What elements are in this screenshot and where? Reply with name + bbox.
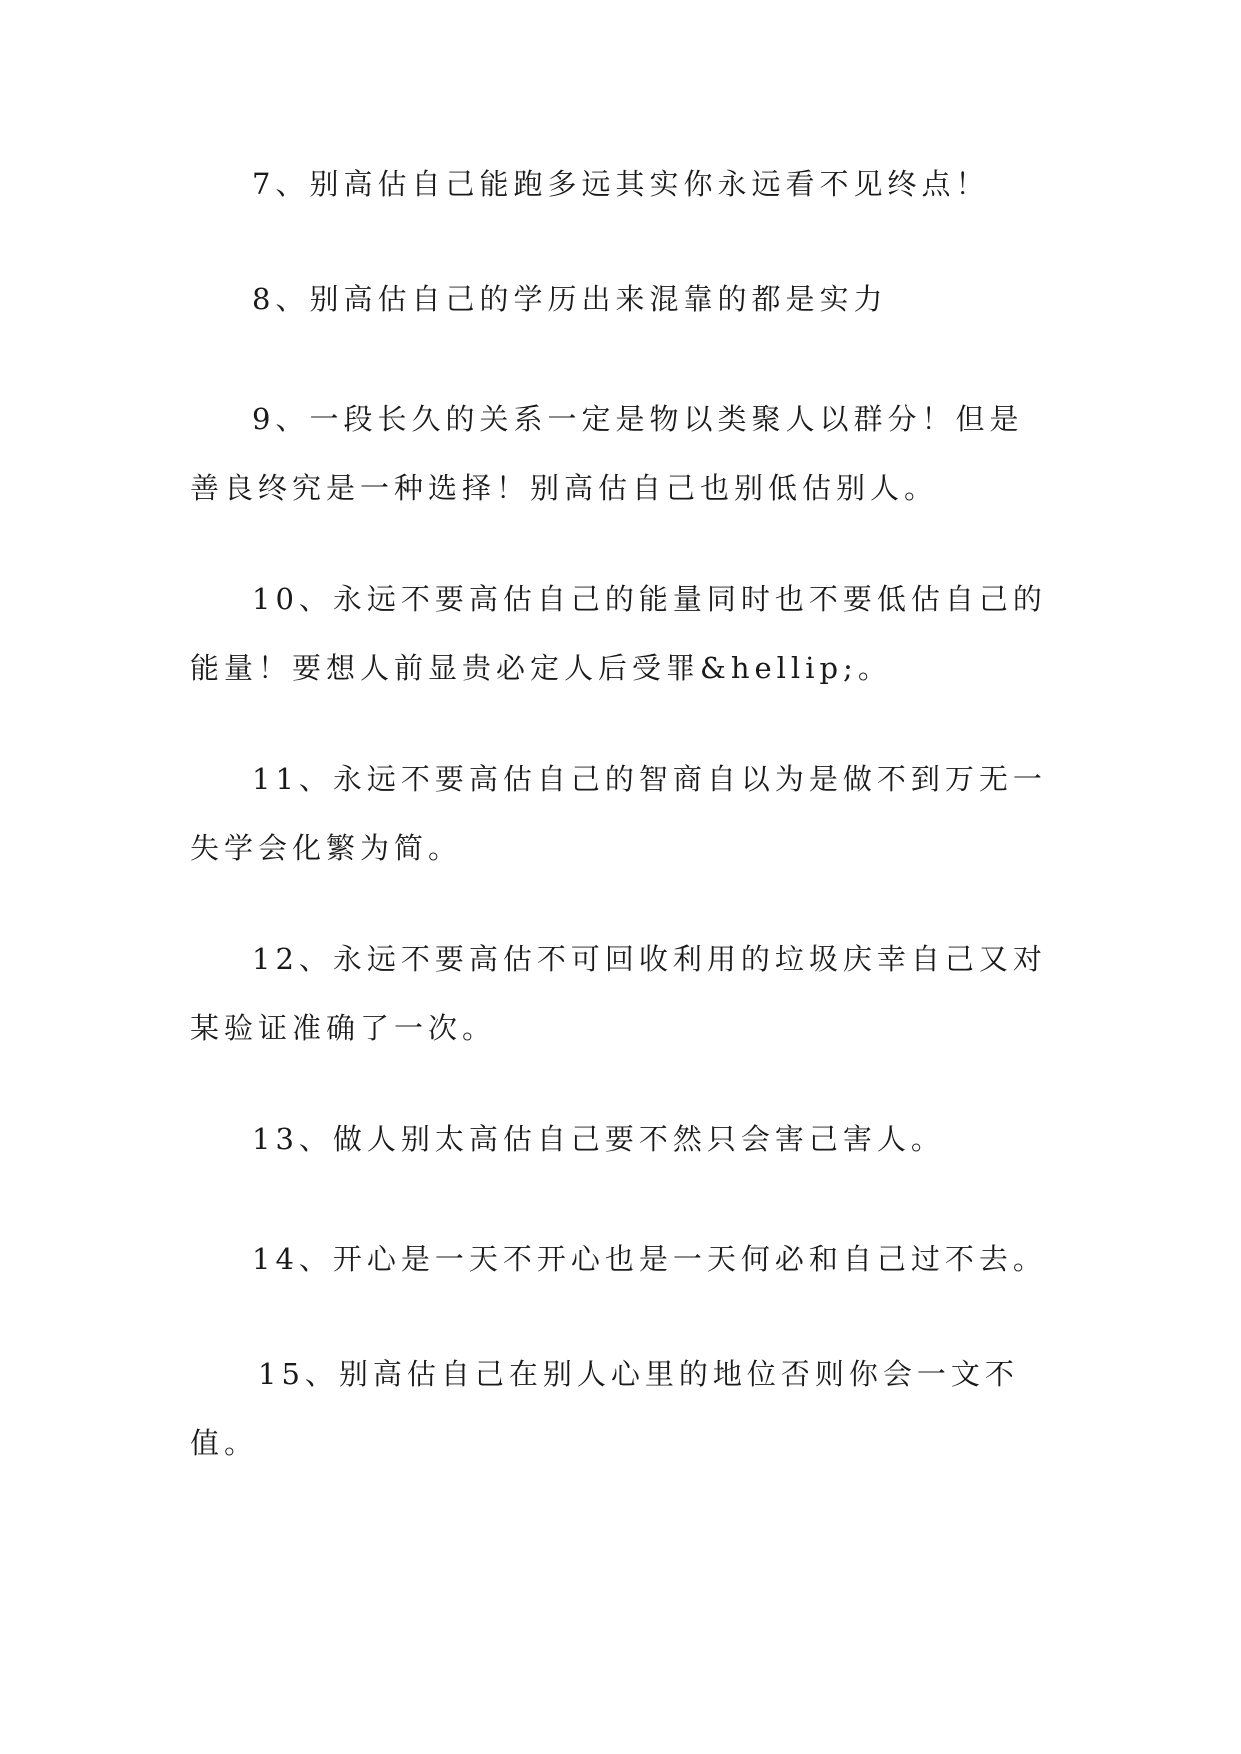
paragraph-15: 15、别高估自己在别人心里的地位否则你会一文不值。 <box>190 1357 1019 1460</box>
paragraph-11: 11、永远不要高估自己的智商自以为是做不到万无一失学会化繁为简。 <box>190 762 1047 865</box>
paragraph-12: 12、永远不要高估不可回收利用的垃圾庆幸自己又对某验证准确了一次。 <box>190 942 1047 1045</box>
paragraph-13: 13、做人别太高估自己要不然只会害己害人。 <box>252 1122 945 1156</box>
paragraph-8: 8、别高估自己的学历出来混靠的都是实力 <box>252 282 888 316</box>
paragraph-9: 9、一段长久的关系一定是物以类聚人以群分！但是善良终究是一种选择！别高估自己也别低估别人。 <box>190 402 1024 505</box>
paragraph-14: 14、开心是一天不开心也是一天何必和自己过不去。 <box>252 1242 1047 1276</box>
paragraph-7: 7、别高估自己能跑多远其实你永远看不见终点！ <box>252 167 990 201</box>
paragraph-10: 10、永远不要高估自己的能量同时也不要低估自己的能量！要想人前显贵必定人后受罪&hellip;。 <box>190 582 1047 685</box>
